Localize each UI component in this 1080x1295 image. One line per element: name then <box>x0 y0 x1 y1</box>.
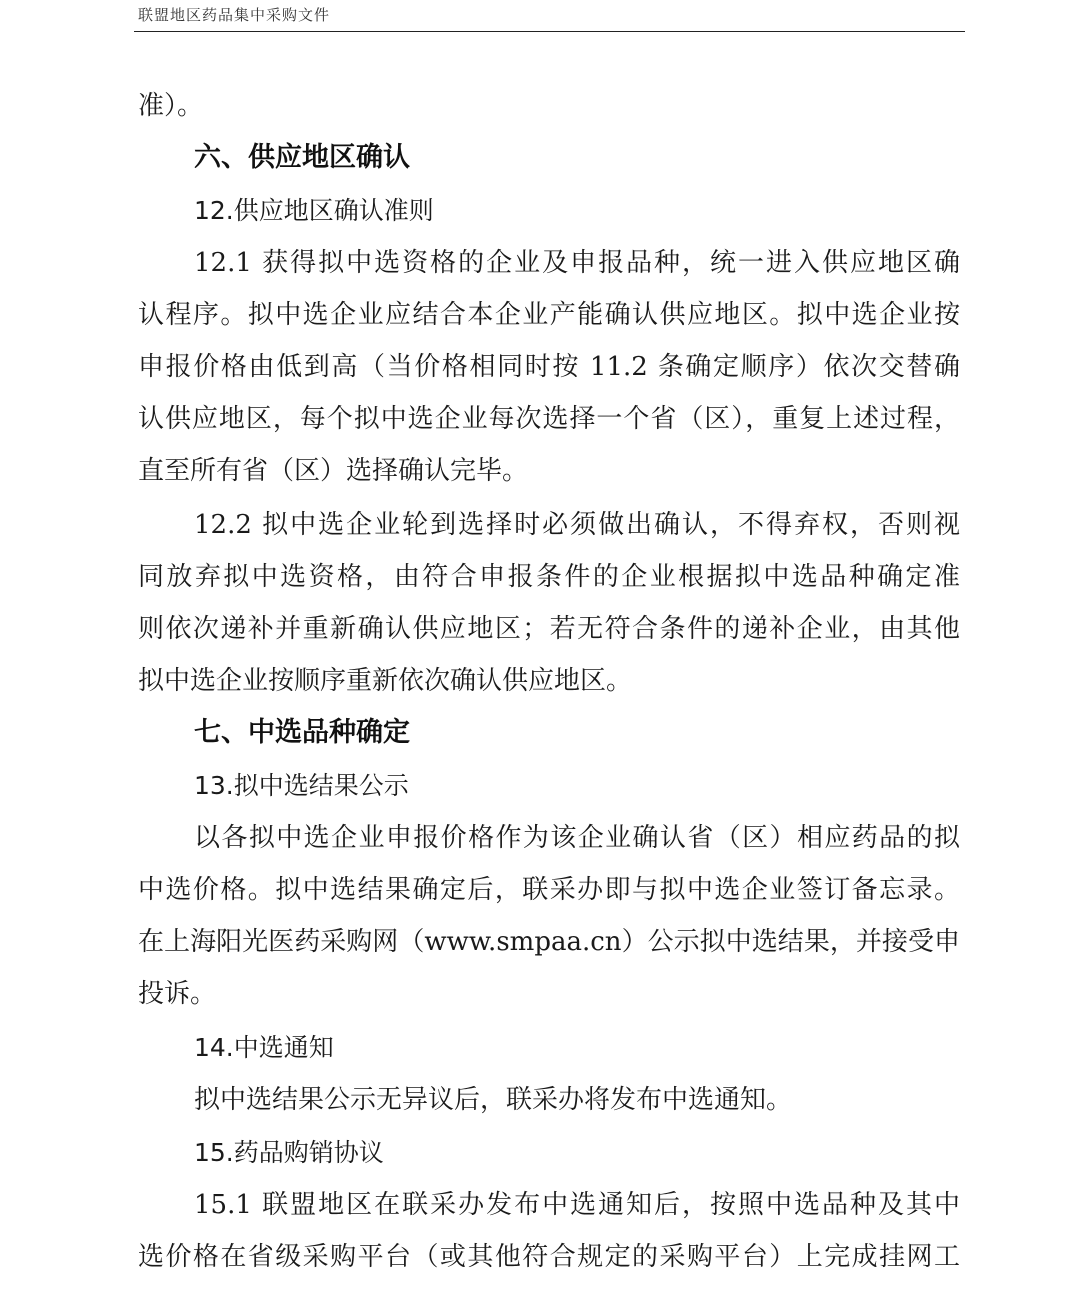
paragraph-line: 在上海阳光医药采购网（www.smpaa.cn）公示拟中选结果，并接受申 <box>138 927 960 957</box>
paragraph-line: 同放弃拟中选资格，由符合申报条件的企业根据拟中选品种确定准 <box>138 562 960 592</box>
paragraph-line: 12.2 拟中选企业轮到选择时必须做出确认，不得弃权，否则视 <box>194 510 960 540</box>
paragraph-line: 则依次递补并重新确认供应地区；若无符合条件的递补企业，由其他 <box>138 614 960 644</box>
subheading-12: 12.供应地区确认准则 <box>194 196 434 225</box>
subheading-14: 14.中选通知 <box>194 1033 334 1062</box>
page-header-title: 联盟地区药品集中采购文件 <box>138 6 331 24</box>
paragraph-line: 认程序。拟中选企业应结合本企业产能确认供应地区。拟中选企业按 <box>138 300 960 330</box>
paragraph-line: 拟中选企业按顺序重新依次确认供应地区。 <box>138 666 633 696</box>
paragraph-line: 拟中选结果公示无异议后，联采办将发布中选通知。 <box>194 1085 793 1115</box>
section-heading-7: 七、中选品种确定 <box>194 717 410 748</box>
header-divider <box>134 31 965 32</box>
section-heading-6: 六、供应地区确认 <box>194 142 410 173</box>
paragraph-line: 12.1 获得拟中选资格的企业及申报品种，统一进入供应地区确 <box>194 248 960 278</box>
paragraph-line: 中选价格。拟中选结果确定后，联采办即与拟中选企业签订备忘录。 <box>138 875 960 905</box>
subheading-13: 13.拟中选结果公示 <box>194 771 409 800</box>
paragraph-line: 申报价格由低到高（当价格相同时按 11.2 条确定顺序）依次交替确 <box>138 352 960 382</box>
paragraph-line: 以各拟中选企业申报价格作为该企业确认省（区）相应药品的拟 <box>194 823 960 853</box>
paragraph-line: 投诉。 <box>138 979 217 1009</box>
subheading-15: 15.药品购销协议 <box>194 1138 384 1167</box>
paragraph-line: 认供应地区，每个拟中选企业每次选择一个省（区），重复上述过程， <box>138 404 960 434</box>
paragraph-line: 选价格在省级采购平台（或其他符合规定的采购平台）上完成挂网工 <box>138 1242 960 1272</box>
continuation-line: 准）。 <box>138 91 204 121</box>
paragraph-line: 直至所有省（区）选择确认完毕。 <box>138 456 529 486</box>
paragraph-line: 15.1 联盟地区在联采办发布中选通知后，按照中选品种及其中 <box>194 1190 960 1220</box>
